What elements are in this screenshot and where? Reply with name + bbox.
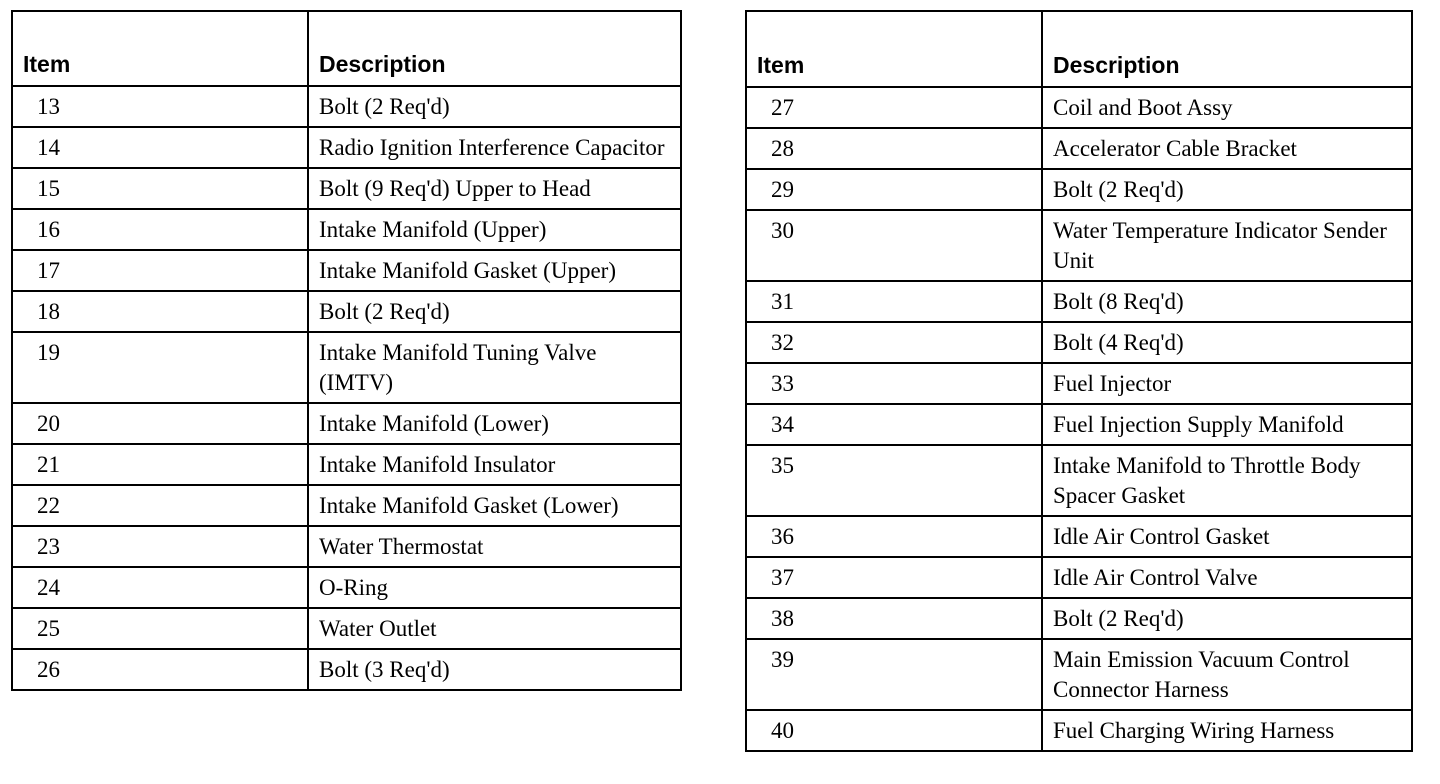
table-row xyxy=(746,445,1412,516)
table-row xyxy=(12,444,681,485)
item-number-cell: 20 xyxy=(12,403,308,444)
item-number-cell: 36 xyxy=(746,516,1042,557)
table-row xyxy=(12,567,681,608)
item-number-cell: 21 xyxy=(12,444,308,485)
item-number-cell: 19 xyxy=(12,332,308,403)
description-cell: O-Ring xyxy=(308,567,681,608)
table-row xyxy=(12,608,681,649)
description-cell: Intake Manifold Tuning Valve (IMTV) xyxy=(308,332,681,403)
item-number-cell: 29 xyxy=(746,169,1042,210)
description-cell: Bolt (8 Req'd) xyxy=(1042,281,1412,322)
table-row xyxy=(12,332,681,403)
description-cell: Bolt (4 Req'd) xyxy=(1042,322,1412,363)
table-row xyxy=(12,86,681,127)
item-number-cell: 32 xyxy=(746,322,1042,363)
item-number-cell: 40 xyxy=(746,710,1042,751)
table-row xyxy=(12,127,681,168)
item-column-header: Item xyxy=(12,11,308,86)
table-row xyxy=(746,598,1412,639)
description-cell: Bolt (3 Req'd) xyxy=(308,649,681,690)
table-row xyxy=(746,404,1412,445)
table-row xyxy=(12,649,681,690)
table-row xyxy=(746,710,1412,751)
description-cell: Idle Air Control Valve xyxy=(1042,557,1412,598)
description-cell: Fuel Charging Wiring Harness xyxy=(1042,710,1412,751)
table-row xyxy=(746,516,1412,557)
item-number-cell: 15 xyxy=(12,168,308,209)
item-number-cell: 18 xyxy=(12,291,308,332)
item-number-cell: 30 xyxy=(746,210,1042,281)
description-cell: Bolt (2 Req'd) xyxy=(1042,598,1412,639)
description-cell: Bolt (2 Req'd) xyxy=(308,291,681,332)
item-number-cell: 35 xyxy=(746,445,1042,516)
table-row xyxy=(746,128,1412,169)
table-row xyxy=(12,209,681,250)
item-number-cell: 23 xyxy=(12,526,308,567)
table-row xyxy=(746,322,1412,363)
item-column-header: Item xyxy=(746,11,1042,87)
description-cell: Intake Manifold (Upper) xyxy=(308,209,681,250)
parts-table-right xyxy=(745,10,1413,752)
description-column-header: Description xyxy=(308,11,681,86)
table-row xyxy=(12,526,681,567)
description-cell: Intake Manifold (Lower) xyxy=(308,403,681,444)
description-cell: Radio Ignition Interference Capacitor xyxy=(308,127,681,168)
parts-table-left xyxy=(11,10,682,691)
item-number-cell: 31 xyxy=(746,281,1042,322)
description-cell: Intake Manifold Gasket (Lower) xyxy=(308,485,681,526)
table-row xyxy=(746,639,1412,710)
table-row xyxy=(746,281,1412,322)
item-number-cell: 13 xyxy=(12,86,308,127)
description-cell: Intake Manifold Insulator xyxy=(308,444,681,485)
table-row xyxy=(12,403,681,444)
description-cell: Fuel Injector xyxy=(1042,363,1412,404)
item-number-cell: 17 xyxy=(12,250,308,291)
item-number-cell: 34 xyxy=(746,404,1042,445)
item-number-cell: 14 xyxy=(12,127,308,168)
item-number-cell: 26 xyxy=(12,649,308,690)
description-cell: Main Emission Vacuum Control Connector Harness xyxy=(1042,639,1412,710)
item-number-cell: 16 xyxy=(12,209,308,250)
description-cell: Coil and Boot Assy xyxy=(1042,87,1412,128)
table-row xyxy=(12,291,681,332)
item-number-cell: 24 xyxy=(12,567,308,608)
item-number-cell: 28 xyxy=(746,128,1042,169)
table-row xyxy=(746,363,1412,404)
description-cell: Idle Air Control Gasket xyxy=(1042,516,1412,557)
item-number-cell: 39 xyxy=(746,639,1042,710)
description-cell: Bolt (2 Req'd) xyxy=(308,86,681,127)
item-number-cell: 37 xyxy=(746,557,1042,598)
description-cell: Accelerator Cable Bracket xyxy=(1042,128,1412,169)
description-cell: Intake Manifold Gasket (Upper) xyxy=(308,250,681,291)
item-number-cell: 27 xyxy=(746,87,1042,128)
item-number-cell: 22 xyxy=(12,485,308,526)
table-row xyxy=(746,210,1412,281)
description-cell: Fuel Injection Supply Manifold xyxy=(1042,404,1412,445)
description-cell: Intake Manifold to Throttle Body Spacer Gasket xyxy=(1042,445,1412,516)
item-number-cell: 25 xyxy=(12,608,308,649)
table-row xyxy=(12,168,681,209)
description-cell: Bolt (2 Req'd) xyxy=(1042,169,1412,210)
table-header-row xyxy=(746,11,1412,87)
table-row xyxy=(746,557,1412,598)
table-header-row xyxy=(12,11,681,86)
description-cell: Water Thermostat xyxy=(308,526,681,567)
item-number-cell: 38 xyxy=(746,598,1042,639)
table-body xyxy=(746,87,1412,751)
table-row xyxy=(12,485,681,526)
description-cell: Bolt (9 Req'd) Upper to Head xyxy=(308,168,681,209)
table-row xyxy=(12,250,681,291)
description-cell: Water Outlet xyxy=(308,608,681,649)
description-column-header: Description xyxy=(1042,11,1412,87)
table-body xyxy=(12,86,681,690)
table-row xyxy=(746,169,1412,210)
description-cell: Water Temperature Indicator Sender Unit xyxy=(1042,210,1412,281)
table-row xyxy=(746,87,1412,128)
item-number-cell: 33 xyxy=(746,363,1042,404)
